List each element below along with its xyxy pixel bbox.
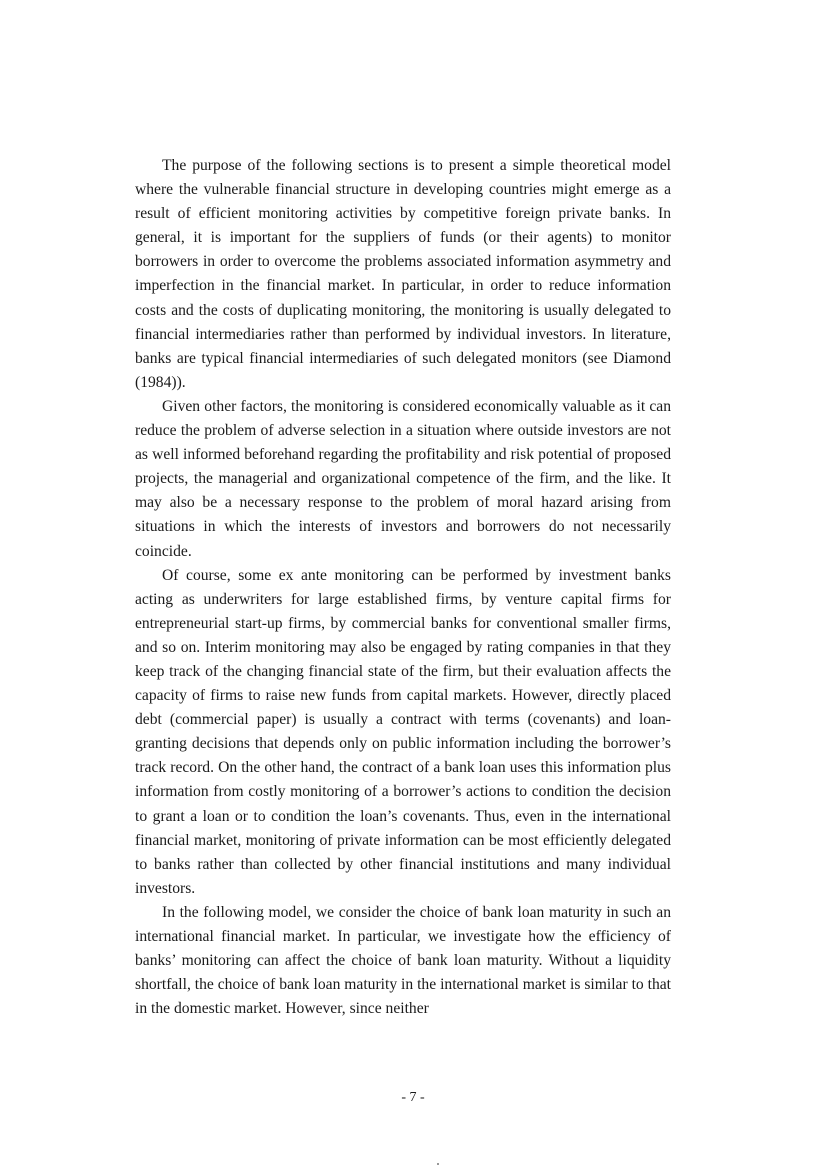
paragraph-2: Given other factors, the monitoring is considered economically valuable as it can reduce the problem of adverse selection in a situation where outside investors are not as well informed beforehand regarding the profitability and risk potential of proposed projects, the managerial and organizational competence of the firm, and the like. It may also be a necessary response to the problem of moral hazard arising from situations in which the interests of investors and borrowers do not necessarily coincide.: [135, 397, 671, 560]
paragraph-4: In the following model, we consider the choice of bank loan maturity in such an international financial market. In particular, we investigate how the efficiency of banks’ monitoring can affect the choice of bank loan maturity. Without a liquidity shortfall, the choice of bank loan maturity in the international market is similar to that in the domestic market. However, since neither: [135, 903, 671, 1018]
paragraph-3: Of course, some ex ante monitoring can be performed by investment banks acting as underwriters for large established firms, by venture capital firms for entrepreneurial start-up firms, by commercial banks for conventional smaller firms, and so on. Interim monitoring may also be engaged by rating companies in that they keep track of the changing financial state of the firm, but their evaluation affects the capacity of firms to raise new funds from capital markets. However, directly placed debt (commercial paper) is usually a contract with terms (covenants) and loan-granting decisions that depends only on public information including the borrower’s track record. On the other hand, the contract of a bank loan uses this information plus information from costly monitoring of a borrower’s actions to condition the decision to grant a loan or to condition the loan’s covenants. Thus, even in the international financial market, monitoring of private information can be most efficiently delegated to banks rather than collected by other financial institutions and many individual investors.: [135, 566, 671, 897]
page-number: - 7 -: [401, 1090, 425, 1105]
paragraph-1: The purpose of the following sections is to present a simple theoretical model where the vulnerable financial structure in developing countries might emerge as a result of efficient monitoring activities by competitive foreign private banks. In general, it is important for the suppliers of funds (or their agents) to monitor borrowers in order to overcome the problems associated information asymmetry and imperfection in the financial market. In particular, in order to reduce information costs and the costs of duplicating monitoring, the monitoring is usually delegated to financial intermediaries rather than performed by individual investors. In literature, banks are typical financial intermediaries of such delegated monitors (see Diamond (1984)).: [135, 157, 671, 391]
scan-artifact-dot: [437, 1163, 439, 1165]
body-text: [135, 154, 671, 1021]
